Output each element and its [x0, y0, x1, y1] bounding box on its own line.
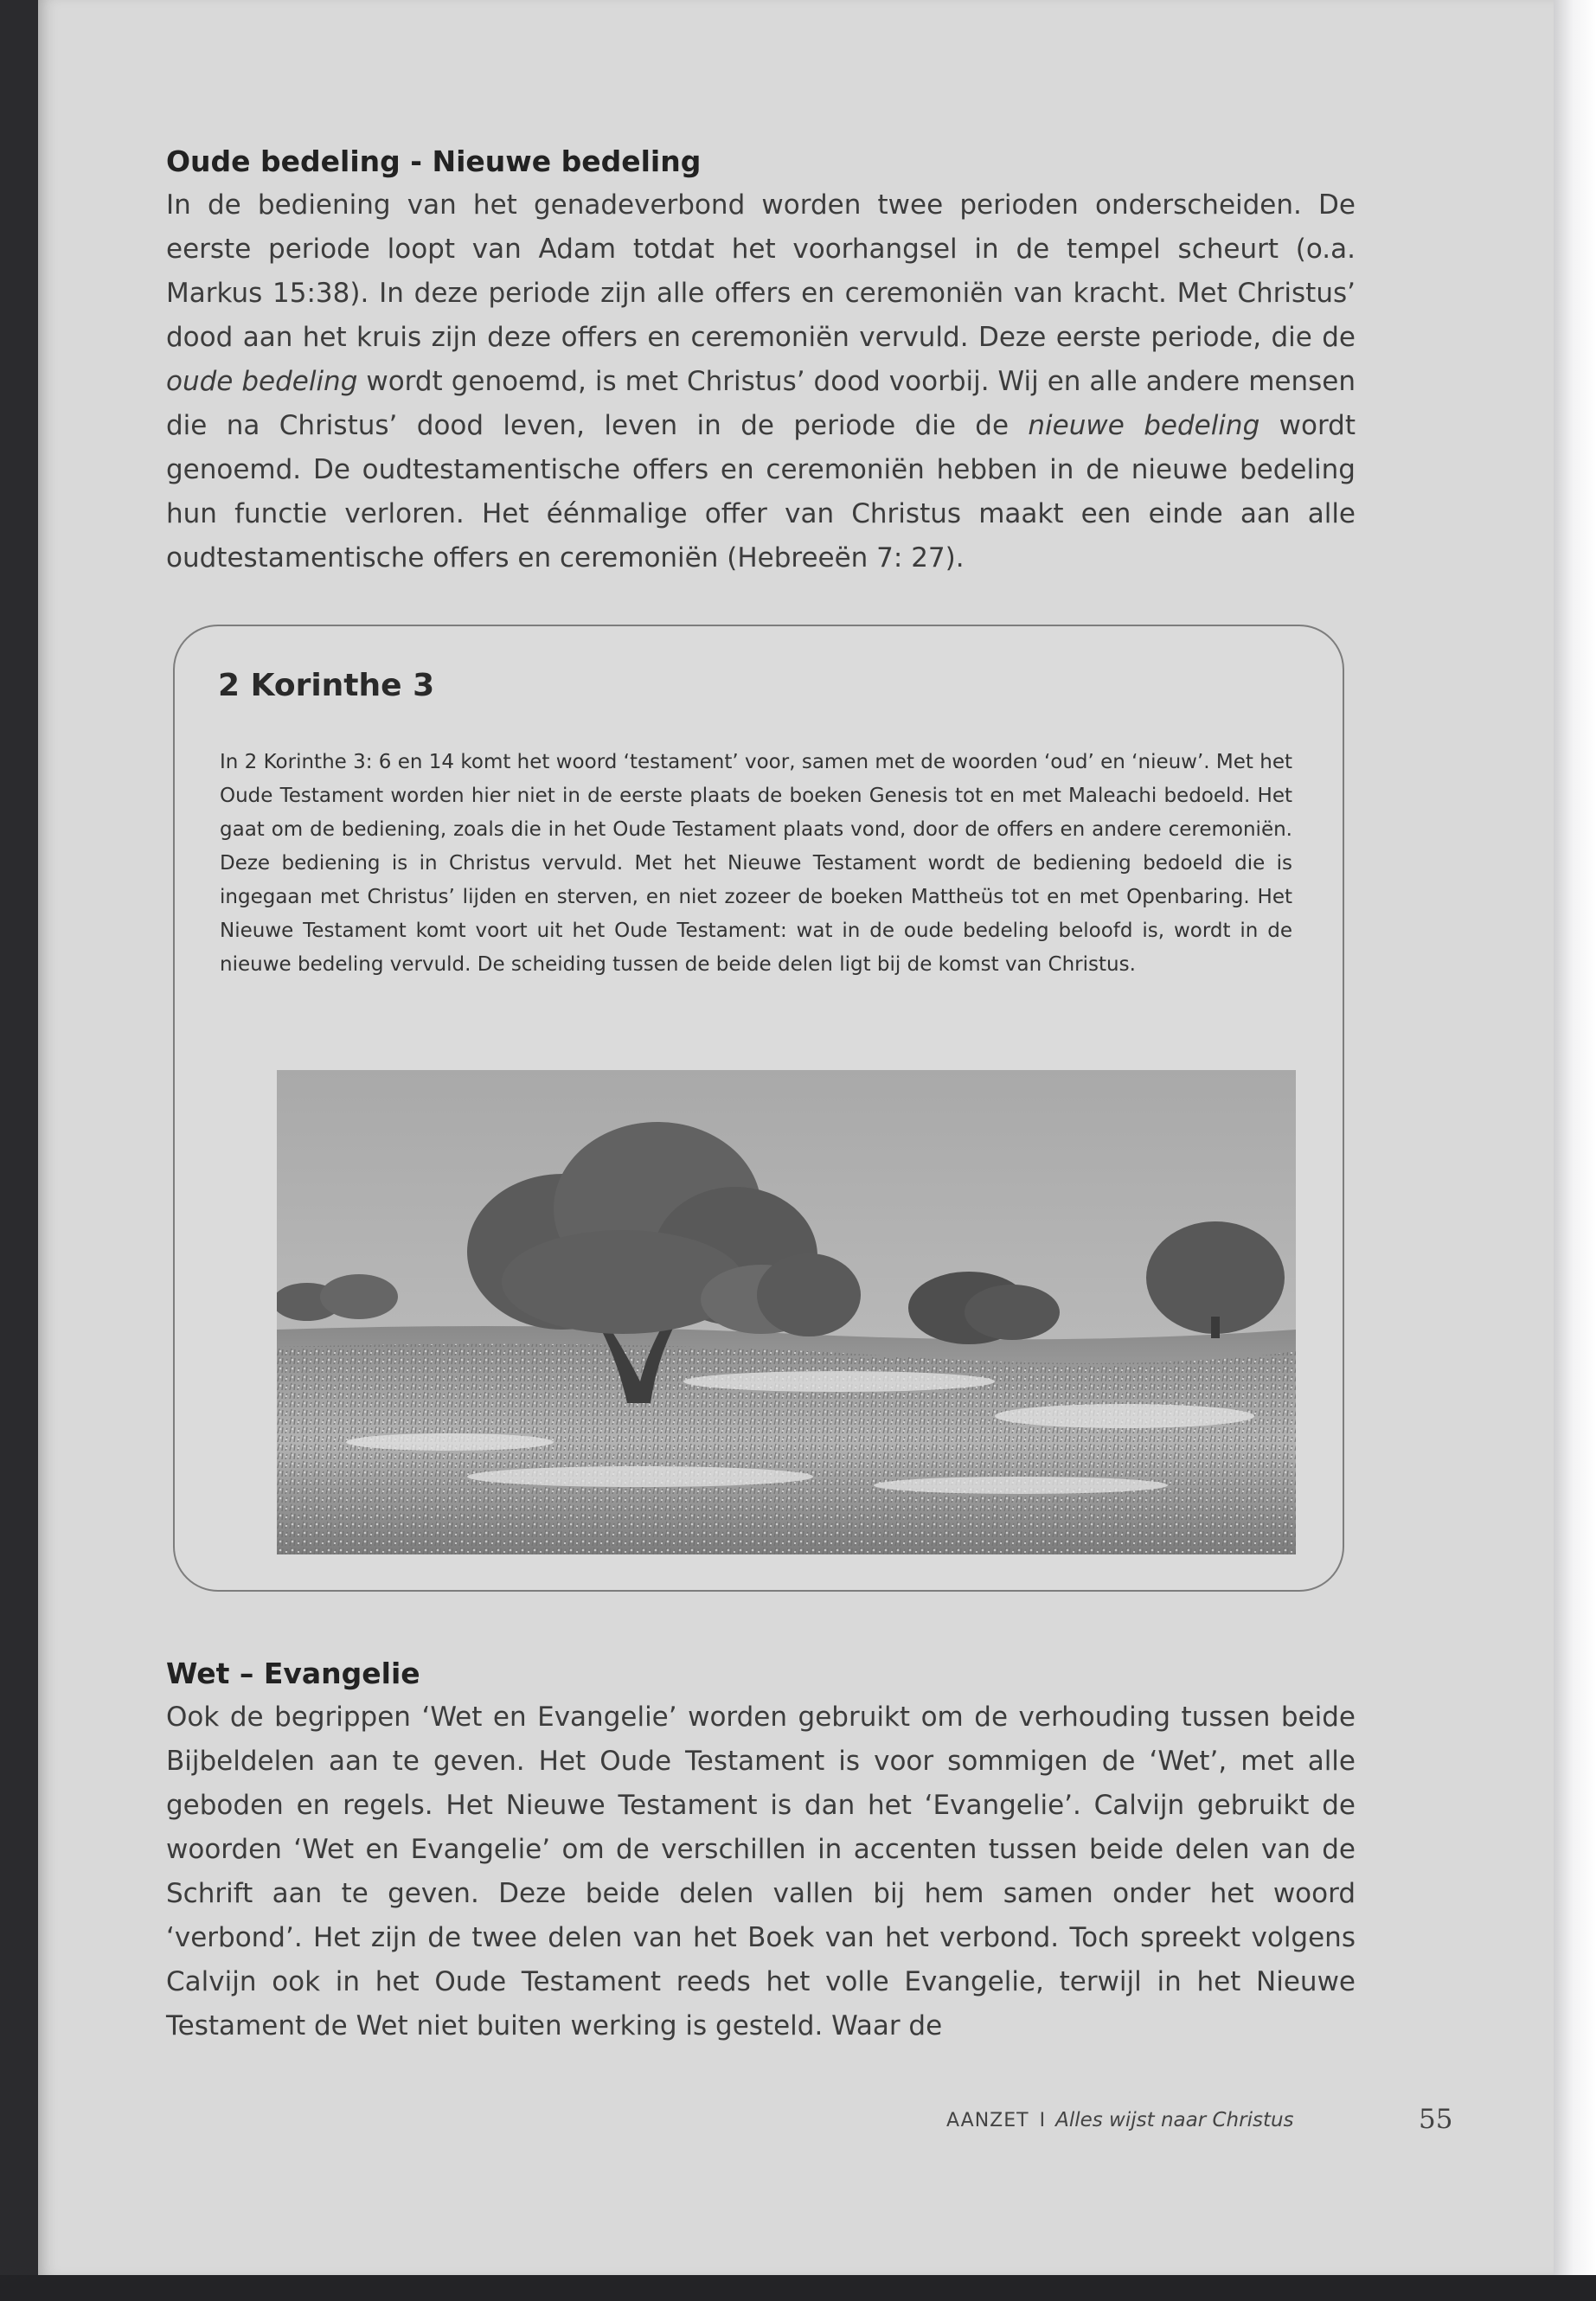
- footer-separator: I: [1039, 2110, 1046, 2131]
- sidebar-box-2-korinthe-3: [173, 625, 1344, 1592]
- section-heading: Oude bedeling - Nieuwe bedeling: [166, 144, 702, 178]
- section-oude-nieuwe-bedeling: [166, 140, 1356, 580]
- footer-subtitle: Alles wijst naar Christus: [1055, 2109, 1294, 2131]
- book-page: [38, 0, 1554, 2275]
- box-text: In 2 Korinthe 3: 6 en 14 komt het woord ‘testament’ voor, samen met de woorden ‘oud’ en ‘nieuw’. Met het Oude Testament worden hier niet in de eerste plaats de boeken Genesis tot en met Maleachi bedoeld. Het gaat om de bediening, zoals die in het Oude Testament plaats vond, door de offers en andere ceremoniën. Deze bediening is in Christus vervuld. Met het Nieuwe Testament wordt de bediening bedoeld die is ingegaan met Christus’ lijden en sterven, en niet zozeer de boeken Mattheüs tot en met Openbaring. Het Nieuwe Testament komt voort uit het Oude Testament: wat in de oude bedeling beloofd is, wordt in de nieuwe bedeling vervuld. De scheiding tussen de beide delen ligt bij de komst van Christus.: [220, 751, 1292, 976]
- box-title: 2 Korinthe 3: [218, 668, 435, 703]
- scan-border: [0, 2275, 1596, 2301]
- landscape-photo: [277, 1070, 1296, 1554]
- page-footer: [946, 2104, 1465, 2135]
- section-wet-evangelie: [166, 1652, 1356, 2048]
- section-paragraph: Ook de begrippen ‘Wet en Evangelie’ worden gebruikt om de verhouding tussen beide Bijbeldelen aan te geven. Het Oude Testament is voor sommigen de ‘Wet’, met alle geboden en regels. Het Nieuwe Testament is dan het ‘Evangelie’. Calvijn gebruikt de woorden ‘Wet en Evangelie’ om de verschillen in accenten tussen beide delen van de Schrift aan te geven. Deze beide delen vallen bij hem samen onder het woord ‘verbond’. Het zijn de twee delen van het Boek van het verbond. Toch spreekt volgens Calvijn ook in het Oude Testament reeds het volle Evangelie, terwijl in het Nieuwe Testament de Wet niet buiten werking is gesteld. Waar de: [166, 1702, 1356, 2041]
- page-edge: [1554, 0, 1596, 2301]
- term-nieuwe-bedeling: nieuwe bedeling: [1028, 410, 1260, 441]
- section-paragraph: In de bediening van het genadeverbond worden twee perioden onderscheiden. De eerste periode loopt van Adam totdat het voorhangsel in de tempel scheurt (o.a. Markus 15:38). In deze periode zijn alle offers en ceremoniën van kracht. Met Christus’ dood aan het kruis zijn deze offers en ceremoniën vervuld. Deze eerste periode, die de oude bedeling wordt genoemd, is met Christus’ dood voorbij. Wij en alle andere mensen die na Christus’ dood leven, leven in de periode die de nieuwe bedeling wordt genoemd. De oudtestamentische offers en ceremoniën hebben in de nieuwe bedeling hun functie verloren. Het éénmalige offer van Christus maakt een einde aan alle oudtestamentische offers en ceremoniën (Hebreeën 7: 27).: [166, 189, 1356, 574]
- term-oude-bedeling: oude bedeling: [166, 366, 358, 397]
- footer-series: AANZET: [946, 2110, 1029, 2131]
- section-heading: Wet – Evangelie: [166, 1657, 420, 1690]
- page-number: 55: [1419, 2104, 1453, 2135]
